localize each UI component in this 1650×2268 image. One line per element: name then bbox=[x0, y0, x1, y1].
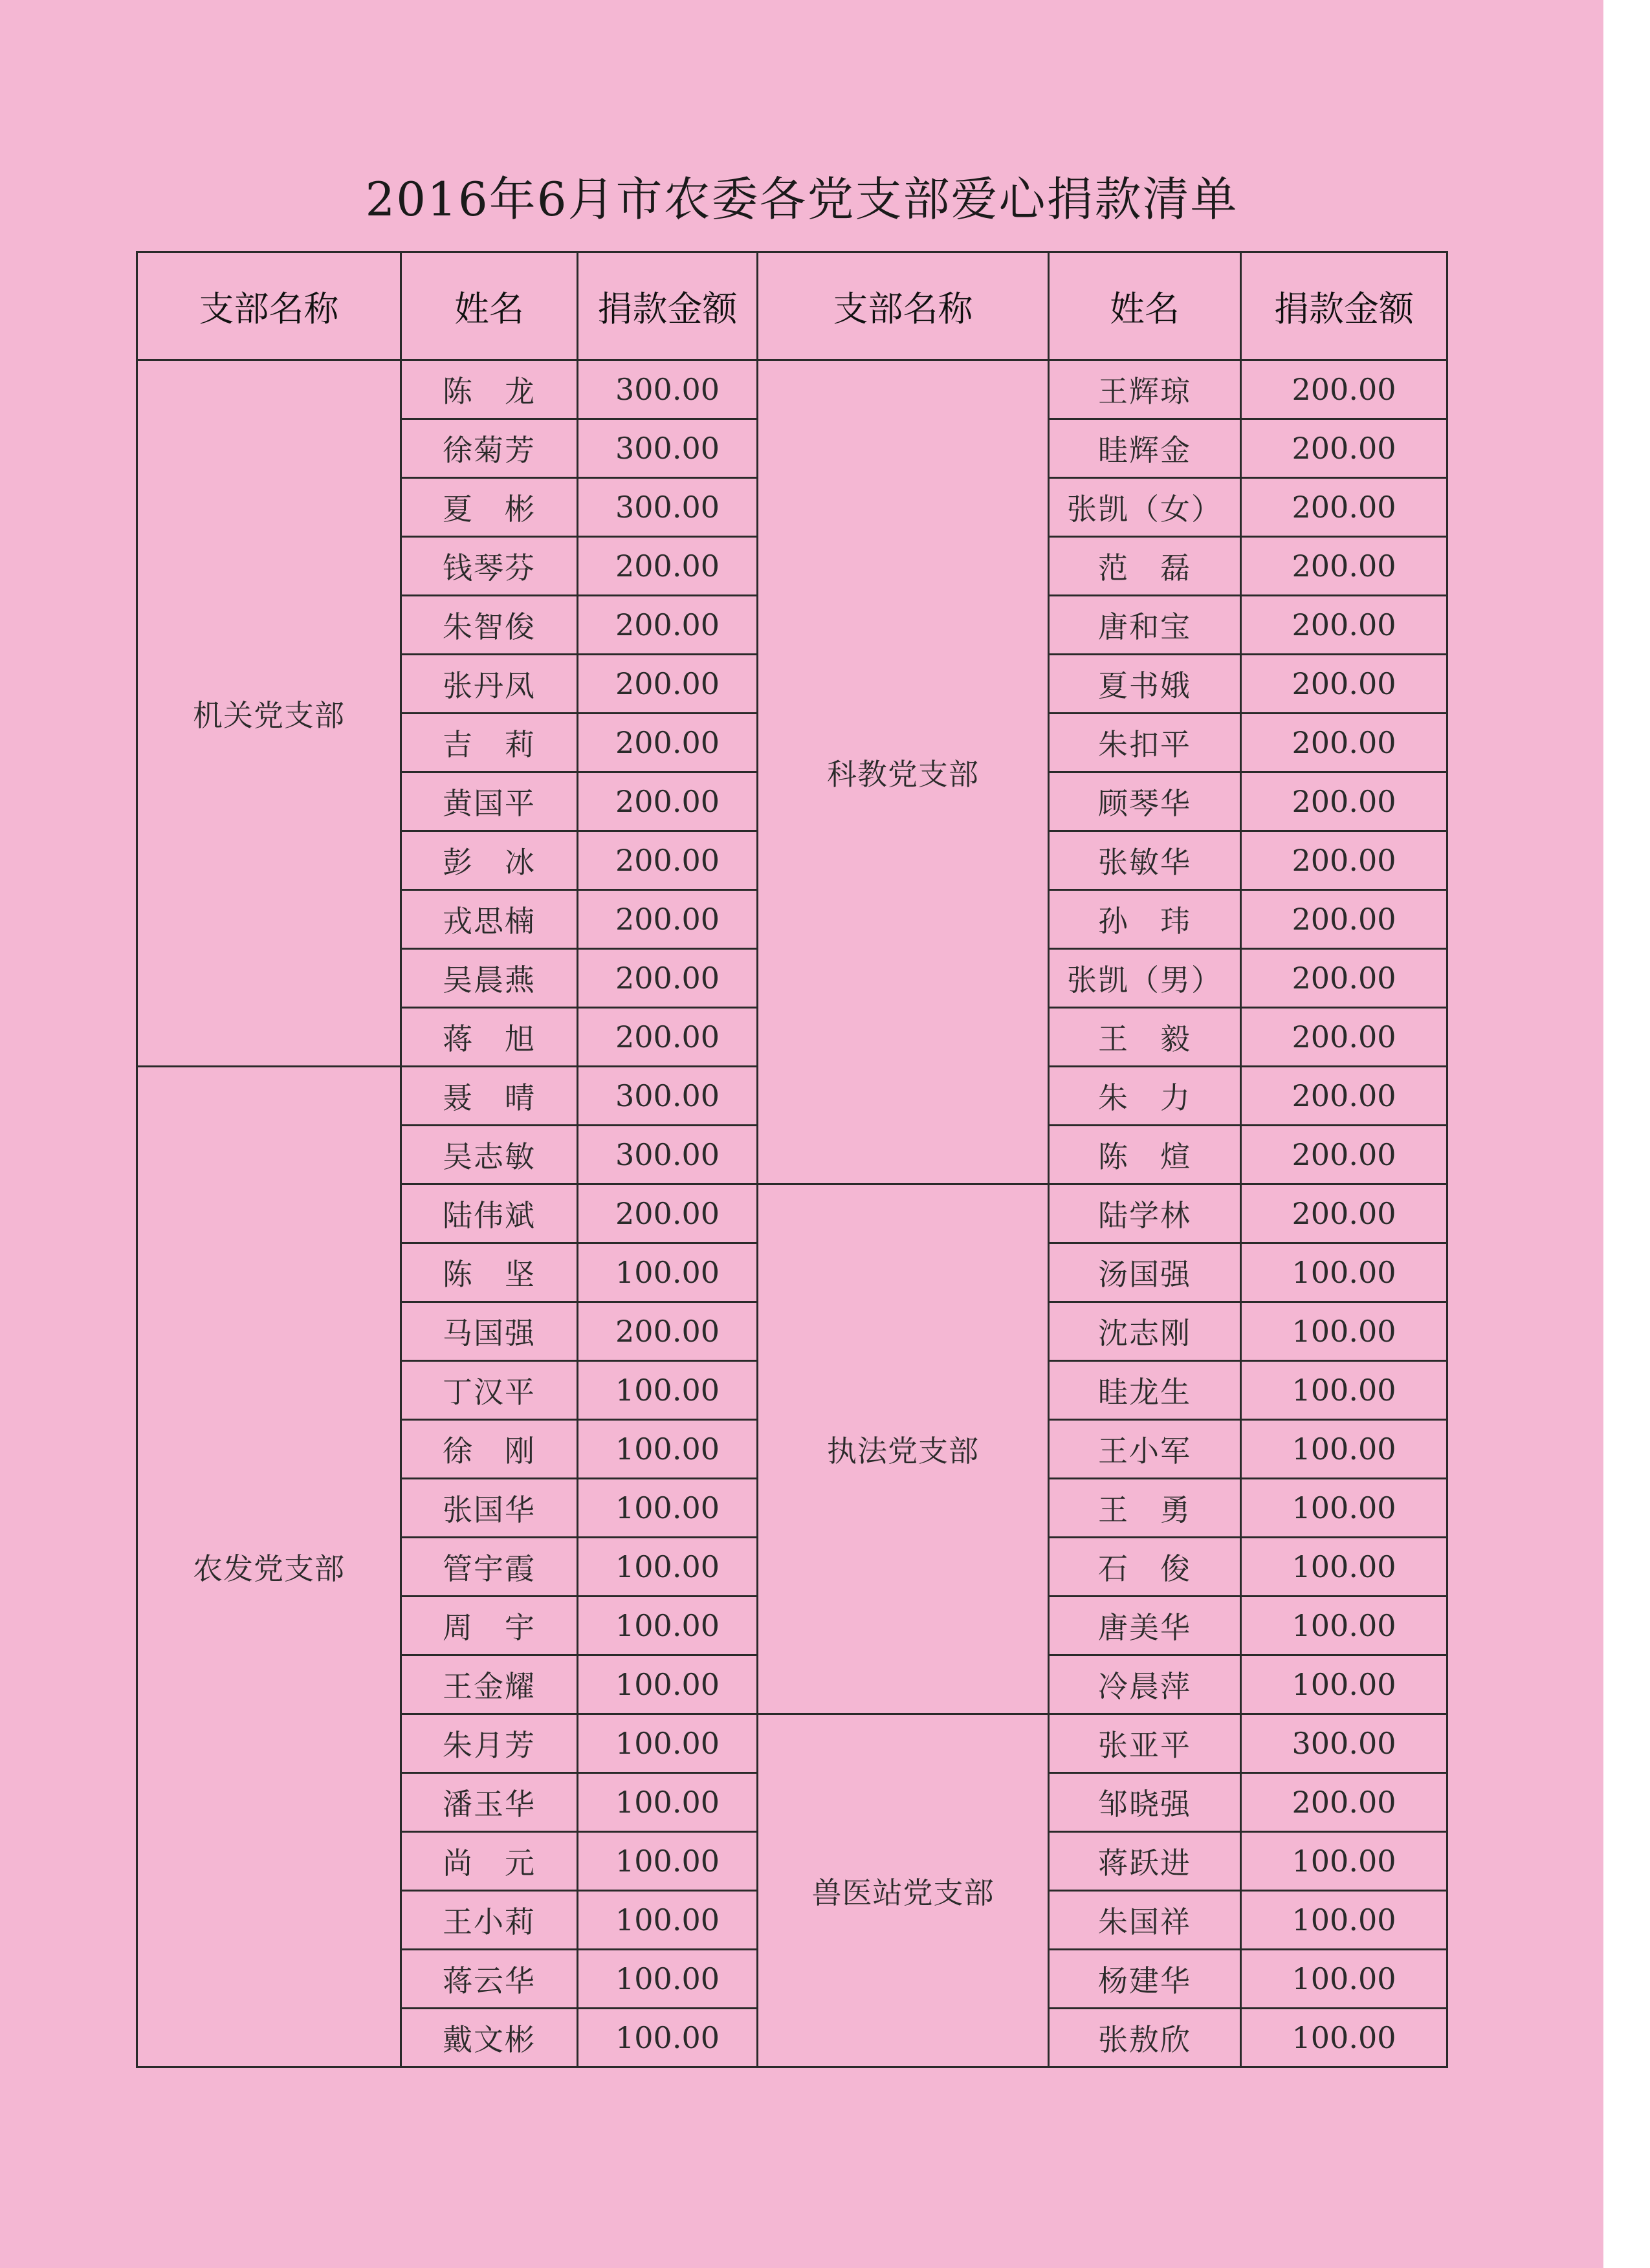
donor-name-cell: 孙 玮 bbox=[1049, 890, 1241, 949]
header-amount-left: 捐款金额 bbox=[578, 252, 758, 360]
donor-name-cell: 唐和宝 bbox=[1049, 596, 1241, 655]
donation-amount-cell: 200.00 bbox=[1241, 596, 1447, 655]
donor-name-cell: 陈 坚 bbox=[401, 1243, 578, 1302]
donation-amount-cell: 100.00 bbox=[578, 1714, 758, 1773]
donor-name-cell: 张敖欣 bbox=[1049, 2009, 1241, 2067]
donation-amount-cell: 100.00 bbox=[1241, 1538, 1447, 1597]
branch-name-cell: 科教党支部 bbox=[758, 360, 1049, 1184]
donor-name-cell: 陈 龙 bbox=[401, 360, 578, 419]
donation-amount-cell: 300.00 bbox=[578, 360, 758, 419]
header-name-left: 姓名 bbox=[401, 252, 578, 360]
donor-name-cell: 吉 莉 bbox=[401, 714, 578, 772]
donation-amount-cell: 200.00 bbox=[1241, 1773, 1447, 1832]
donation-amount-cell: 100.00 bbox=[578, 1361, 758, 1420]
donor-name-cell: 眭龙生 bbox=[1049, 1361, 1241, 1420]
donor-name-cell: 马国强 bbox=[401, 1302, 578, 1361]
donation-amount-cell: 200.00 bbox=[578, 772, 758, 831]
donor-name-cell: 尚 元 bbox=[401, 1832, 578, 1891]
donor-name-cell: 邹晓强 bbox=[1049, 1773, 1241, 1832]
table-header-row bbox=[137, 252, 1447, 360]
donor-name-cell: 夏书娥 bbox=[1049, 655, 1241, 714]
donor-name-cell: 丁汉平 bbox=[401, 1361, 578, 1420]
donor-name-cell: 黄国平 bbox=[401, 772, 578, 831]
donation-amount-cell: 200.00 bbox=[578, 890, 758, 949]
scan-margin bbox=[1603, 0, 1650, 2268]
donation-amount-cell: 200.00 bbox=[1241, 478, 1447, 537]
donation-amount-cell: 100.00 bbox=[1241, 1597, 1447, 1655]
donor-name-cell: 张敏华 bbox=[1049, 831, 1241, 890]
donor-name-cell: 张亚平 bbox=[1049, 1714, 1241, 1773]
donation-amount-cell: 200.00 bbox=[578, 1302, 758, 1361]
donation-amount-cell: 100.00 bbox=[578, 1538, 758, 1597]
donor-name-cell: 朱 力 bbox=[1049, 1067, 1241, 1126]
donation-amount-cell: 200.00 bbox=[1241, 419, 1447, 478]
branch-name-cell: 农发党支部 bbox=[137, 1067, 401, 2067]
donor-name-cell: 吴晨燕 bbox=[401, 949, 578, 1008]
donation-amount-cell: 200.00 bbox=[578, 1184, 758, 1243]
donation-amount-cell: 100.00 bbox=[578, 1950, 758, 2009]
donor-name-cell: 戎思楠 bbox=[401, 890, 578, 949]
donor-name-cell: 冷晨萍 bbox=[1049, 1655, 1241, 1714]
branch-name-cell: 兽医站党支部 bbox=[758, 1714, 1049, 2067]
donation-amount-cell: 200.00 bbox=[578, 596, 758, 655]
donation-amount-cell: 100.00 bbox=[578, 2009, 758, 2067]
donor-name-cell: 戴文彬 bbox=[401, 2009, 578, 2067]
donation-amount-cell: 200.00 bbox=[578, 537, 758, 596]
branch-name-cell: 机关党支部 bbox=[137, 360, 401, 1067]
donation-amount-cell: 300.00 bbox=[578, 419, 758, 478]
branch-name-cell: 执法党支部 bbox=[758, 1184, 1049, 1714]
donor-name-cell: 朱扣平 bbox=[1049, 714, 1241, 772]
document-title: 2016年6月市农委各党支部爱心捐款清单 bbox=[365, 172, 1238, 226]
donation-amount-cell: 200.00 bbox=[1241, 949, 1447, 1008]
header-branch-left: 支部名称 bbox=[137, 252, 401, 360]
header-name-right: 姓名 bbox=[1049, 252, 1241, 360]
donor-name-cell: 张丹凤 bbox=[401, 655, 578, 714]
donor-name-cell: 聂 晴 bbox=[401, 1067, 578, 1126]
donation-amount-cell: 100.00 bbox=[1241, 1479, 1447, 1538]
donor-name-cell: 顾琴华 bbox=[1049, 772, 1241, 831]
donor-name-cell: 张凯（女） bbox=[1049, 478, 1241, 537]
donation-amount-cell: 200.00 bbox=[1241, 772, 1447, 831]
donation-amount-cell: 200.00 bbox=[578, 655, 758, 714]
donor-name-cell: 蒋跃进 bbox=[1049, 1832, 1241, 1891]
donation-amount-cell: 300.00 bbox=[1241, 1714, 1447, 1773]
donation-amount-cell: 100.00 bbox=[1241, 1243, 1447, 1302]
donor-name-cell: 王辉琼 bbox=[1049, 360, 1241, 419]
donation-amount-cell: 200.00 bbox=[1241, 1067, 1447, 1126]
donation-amount-cell: 100.00 bbox=[578, 1891, 758, 1950]
donation-amount-cell: 200.00 bbox=[578, 1008, 758, 1067]
donation-amount-cell: 200.00 bbox=[1241, 1008, 1447, 1067]
donor-name-cell: 张国华 bbox=[401, 1479, 578, 1538]
donation-amount-cell: 100.00 bbox=[1241, 1891, 1447, 1950]
donation-amount-cell: 300.00 bbox=[578, 1067, 758, 1126]
donor-name-cell: 徐 刚 bbox=[401, 1420, 578, 1479]
donation-amount-cell: 100.00 bbox=[578, 1832, 758, 1891]
donation-amount-cell: 100.00 bbox=[1241, 1832, 1447, 1891]
donation-amount-cell: 300.00 bbox=[578, 1126, 758, 1184]
donor-name-cell: 张凯（男） bbox=[1049, 949, 1241, 1008]
donor-name-cell: 朱国祥 bbox=[1049, 1891, 1241, 1950]
donor-name-cell: 蒋 旭 bbox=[401, 1008, 578, 1067]
donor-name-cell: 朱月芳 bbox=[401, 1714, 578, 1773]
donation-amount-cell: 100.00 bbox=[1241, 1655, 1447, 1714]
donation-amount-cell: 100.00 bbox=[578, 1655, 758, 1714]
donation-amount-cell: 100.00 bbox=[1241, 1361, 1447, 1420]
header-branch-right: 支部名称 bbox=[758, 252, 1049, 360]
donor-name-cell: 管宇霞 bbox=[401, 1538, 578, 1597]
donation-amount-cell: 200.00 bbox=[1241, 890, 1447, 949]
donation-amount-cell: 100.00 bbox=[578, 1420, 758, 1479]
donation-amount-cell: 200.00 bbox=[578, 949, 758, 1008]
donor-name-cell: 蒋云华 bbox=[401, 1950, 578, 2009]
donor-name-cell: 陆伟斌 bbox=[401, 1184, 578, 1243]
donation-amount-cell: 100.00 bbox=[578, 1597, 758, 1655]
donation-amount-cell: 200.00 bbox=[1241, 1184, 1447, 1243]
donation-amount-cell: 200.00 bbox=[1241, 831, 1447, 890]
donor-name-cell: 徐菊芳 bbox=[401, 419, 578, 478]
donor-name-cell: 王小军 bbox=[1049, 1420, 1241, 1479]
donor-name-cell: 朱智俊 bbox=[401, 596, 578, 655]
donation-amount-cell: 100.00 bbox=[1241, 1950, 1447, 2009]
donor-name-cell: 王小莉 bbox=[401, 1891, 578, 1950]
donor-name-cell: 石 俊 bbox=[1049, 1538, 1241, 1597]
donor-name-cell: 陈 煊 bbox=[1049, 1126, 1241, 1184]
donation-amount-cell: 200.00 bbox=[1241, 1126, 1447, 1184]
donor-name-cell: 王 毅 bbox=[1049, 1008, 1241, 1067]
donation-amount-cell: 100.00 bbox=[578, 1243, 758, 1302]
donation-amount-cell: 200.00 bbox=[1241, 655, 1447, 714]
donor-name-cell: 沈志刚 bbox=[1049, 1302, 1241, 1361]
donor-name-cell: 彭 冰 bbox=[401, 831, 578, 890]
donation-amount-cell: 100.00 bbox=[578, 1479, 758, 1538]
donor-name-cell: 夏 彬 bbox=[401, 478, 578, 537]
donation-amount-cell: 200.00 bbox=[578, 831, 758, 890]
donation-amount-cell: 200.00 bbox=[578, 714, 758, 772]
table-row bbox=[137, 360, 1447, 419]
donation-amount-cell: 300.00 bbox=[578, 478, 758, 537]
donation-amount-cell: 100.00 bbox=[1241, 2009, 1447, 2067]
donor-name-cell: 杨建华 bbox=[1049, 1950, 1241, 2009]
donor-name-cell: 眭辉金 bbox=[1049, 419, 1241, 478]
donor-name-cell: 陆学林 bbox=[1049, 1184, 1241, 1243]
donor-name-cell: 范 磊 bbox=[1049, 537, 1241, 596]
donation-amount-cell: 100.00 bbox=[1241, 1302, 1447, 1361]
donation-amount-cell: 200.00 bbox=[1241, 360, 1447, 419]
donor-name-cell: 唐美华 bbox=[1049, 1597, 1241, 1655]
donor-name-cell: 吴志敏 bbox=[401, 1126, 578, 1184]
donor-name-cell: 潘玉华 bbox=[401, 1773, 578, 1832]
header-amount-right: 捐款金额 bbox=[1241, 252, 1447, 360]
donor-name-cell: 王金耀 bbox=[401, 1655, 578, 1714]
donor-name-cell: 周 宇 bbox=[401, 1597, 578, 1655]
donation-table bbox=[136, 251, 1448, 2068]
donation-amount-cell: 200.00 bbox=[1241, 714, 1447, 772]
donor-name-cell: 王 勇 bbox=[1049, 1479, 1241, 1538]
donation-amount-cell: 100.00 bbox=[1241, 1420, 1447, 1479]
table-body bbox=[137, 360, 1447, 2067]
donation-amount-cell: 200.00 bbox=[1241, 537, 1447, 596]
donor-name-cell: 钱琴芬 bbox=[401, 537, 578, 596]
donation-amount-cell: 100.00 bbox=[578, 1773, 758, 1832]
donor-name-cell: 汤国强 bbox=[1049, 1243, 1241, 1302]
